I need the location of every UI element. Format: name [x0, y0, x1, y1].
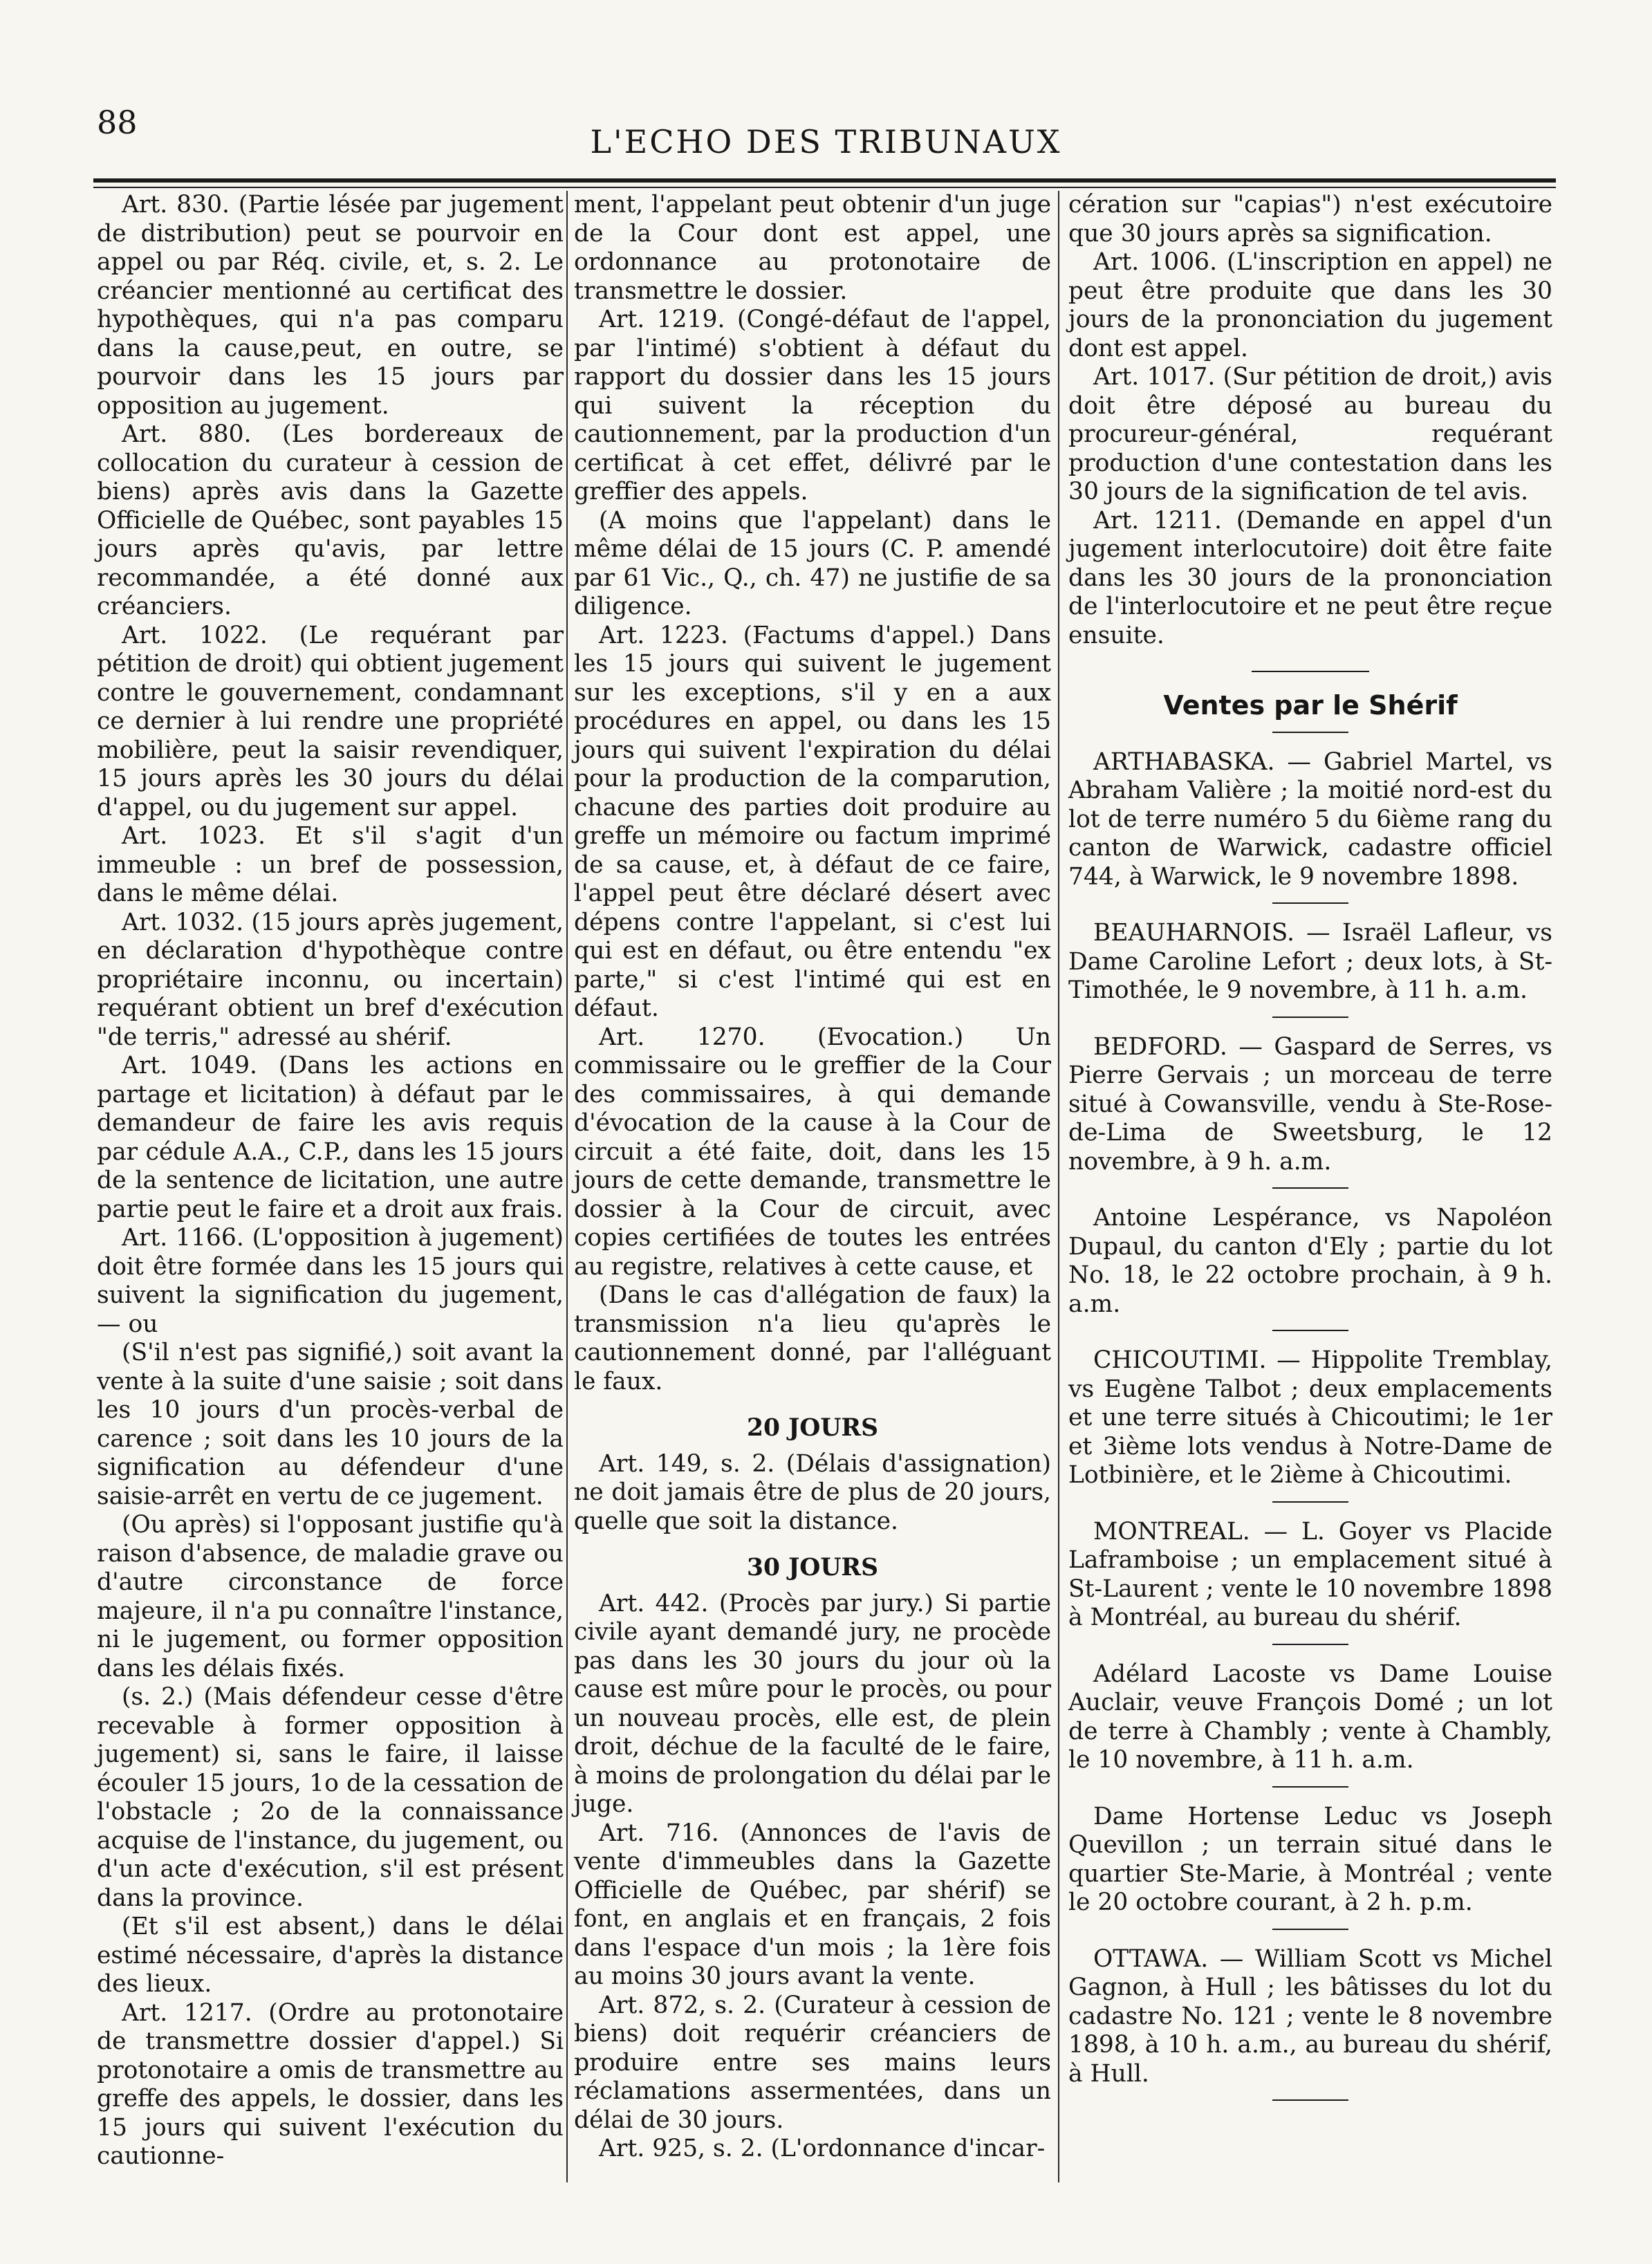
article-paragraph: (Et s'il est absent,) dans le délai estimé nécessaire, d'après la distance des lieux.	[97, 1913, 564, 1998]
header-rule-thin	[93, 187, 1556, 188]
separator-rule	[1272, 1187, 1348, 1189]
article-paragraph: Art. 925, s. 2. (L'ordonnance d'incar-	[599, 2135, 1046, 2162]
sale-listing: Antoine Lespérance, vs Napoléon Dupaul, du canton d'Ely ; partie du lot No. 18, le 22 octobre prochain, à 9 h. a.m.	[1068, 1204, 1552, 1318]
separator-rule	[1272, 1929, 1348, 1930]
sale-listing: BEAUHARNOIS. — Israël Lafleur, vs Dame Caroline Lefort ; deux lots, à St-Timothée, le 9 novembre, à 11 h. a.m.	[1068, 919, 1552, 1004]
sale-listing: ARTHABASKA. — Gabriel Martel, vs Abraham Valière ; la moitié nord-est du lot de terre numéro 5 du 6ième rang du canton de Warwick, cadastre officiel 744, à Warwick, le 9 novembre 1898.	[1068, 748, 1552, 891]
article-paragraph: (Dans le cas d'allégation de faux) la transmission n'a lieu qu'après le cautionnement donné, par l'alléguant le faux.	[574, 1281, 1051, 1395]
separator-rule	[1272, 732, 1348, 733]
header-rule-thick	[93, 178, 1556, 183]
article-paragraph: Art. 149, s. 2. (Délais d'assignation) ne doit jamais être de plus de 20 jours, quelle que soit la distance.	[574, 1449, 1051, 1535]
article-paragraph: Art. 1006. (L'inscription en appel) ne peut être produite que dans les 30 jours de la prononciation du jugement dont est appel.	[1068, 248, 1552, 362]
article-paragraph: Art. 830. (Partie lésée par jugement de distribution) peut se pourvoir en appel ou par Réq. civile, et, s. 2. Le créancier mentionné au certificat des hypothèques, qui n'a pas comparu dans la cause,peut, en outre, se pourvoir dans les 15 jours par opposition au jugement.	[97, 191, 564, 420]
separator-rule	[1272, 1330, 1348, 1331]
sale-listing: Adélard Lacoste vs Dame Louise Auclair, veuve François Domé ; un lot de terre à Chambly ; vente à Chambly, le 10 novembre, à 11 h. a.m.	[1068, 1660, 1552, 1774]
article-paragraph: Art. 1211. (Demande en appel d'un jugement interlocutoire) doit être faite dans les 30 jours de la prononciation de l'interlocutoire et ne peut être reçue ensuite.	[1068, 506, 1552, 649]
article-paragraph: Art. 1223. (Factums d'appel.) Dans les 15 jours qui suivent le jugement sur les exceptions, s'il y en a aux procédures en appel, ou dans les 15 jours qui suivent l'expiration du délai pour la production de la comparution, chacune des parties doit produire au greffe un mémoire ou factum imprimé de sa cause, et, à défaut de ce faire, l'appel peut être déclaré désert avec dépens contre l'appelant, si c'est lui qui est en défaut, ou être entendu "ex parte," si c'est l'intimé qui est en défaut.	[574, 621, 1051, 1022]
continued-paragraph: ment, l'appelant peut obtenir d'un juge de la Cour dont est appel, une ordonnance au protonotaire de transmettre le dossier.	[574, 191, 1051, 305]
separator-rule	[1272, 2099, 1348, 2101]
article-paragraph: Art. 716. (Annonces de l'avis de vente d'immeubles dans la Gazette Officielle de Québec, par shérif) se font, en anglais et en français, 2 fois dans l'espace d'un mois ; la 1ère fois au moins 30 jours avant la vente.	[574, 1819, 1051, 1990]
article-paragraph: Art. 1270. (Evocation.) Un commissaire ou le greffier de la Cour des commissaires, à qui demande d'évocation de la cause à la Cour de circuit a été faite, doit, dans les 15 jours de cette demande, transmettre le dossier à la Cour de circuit, avec copies certifiées de toutes les entrées au registre, relatives à cette cause, et	[574, 1023, 1051, 1281]
section-title-ventes: Ventes par le Shérif	[1163, 690, 1458, 721]
column-divider-2	[1058, 191, 1059, 2182]
sale-listing: CHICOUTIMI. — Hippolite Tremblay, vs Eugène Talbot ; deux emplacements et une terre situés à Chicoutimi; le 1er et 3ième lots vendus à Notre-Dame de Lotbinière, et le 2ième à Chicoutimi.	[1068, 1346, 1552, 1489]
heading-20-jours: 20 JOURS	[746, 1414, 879, 1442]
article-paragraph: Art. 442. (Procès par jury.) Si partie civile ayant demandé jury, ne procède pas dans les 30 jours du jour où la cause est mûre pour le procès, ou pour un nouveau procès, elle est, de plein droit, déchue de la faculté de le faire, à moins de prolongation du délai par le juge.	[574, 1589, 1051, 1818]
article-paragraph: Art. 872, s. 2. (Curateur à cession de biens) doit requérir créanciers de produire entre ses mains leurs réclamations assermentées, dans un délai de 30 jours.	[574, 1991, 1051, 2134]
article-paragraph: Art. 1049. (Dans les actions en partage et licitation) à défaut par le demandeur de faire les avis requis par cédule A.A., C.P., dans les 15 jours de la sentence de licitation, une autre partie peut le faire et a droit aux frais.	[97, 1052, 564, 1223]
article-paragraph: Art. 1219. (Congé-défaut de l'appel, par l'intimé) s'obtient à défaut du rapport du dossier dans les 15 jours qui suivent la réception du cautionnement, par la production d'un certificat à cet effet, délivré par le greffier des appels.	[574, 306, 1051, 505]
separator-rule	[1272, 1786, 1348, 1788]
article-paragraph: (A moins que l'appelant) dans le même délai de 15 jours (C. P. amendé par 61 Vic., Q., ch. 47) ne justifie de sa diligence.	[574, 506, 1051, 620]
article-paragraph: Art. 1017. (Sur pétition de droit,) avis doit être déposé au bureau du procureur-général, requérant production d'une contestation dans les 30 jours de la signification de tel avis.	[1068, 363, 1552, 505]
sale-listing: Dame Hortense Leduc vs Joseph Quevillon ; un terrain situé dans le quartier Ste-Marie, à Montréal ; vente le 20 octobre courant, à 2 h. p.m.	[1068, 1802, 1552, 1916]
sale-listing: BEDFORD. — Gaspard de Serres, vs Pierre Gervais ; un morceau de terre situé à Cowansville, vendu à Ste-Rose-de-Lima de Sweetsburg, le 12 novembre, à 9 h. a.m.	[1068, 1032, 1552, 1176]
running-title: L'ECHO DES TRIBUNAUX	[590, 123, 1062, 160]
sale-listing: OTTAWA. — William Scott vs Michel Gagnon, à Hull ; les bâtisses du lot du cadastre No. 121 ; vente le 8 novembre 1898, à 10 h. a.m., au bureau du shérif, à Hull.	[1068, 1945, 1552, 2088]
page-number: 88	[97, 104, 138, 141]
article-paragraph: (Ou après) si l'opposant justifie qu'à raison d'absence, de maladie grave ou d'autre circonstance de force majeure, il n'a pu connaître l'instance, ni le jugement, ou former opposition dans les délais fixés.	[97, 1511, 564, 1682]
article-paragraph: Art. 1032. (15 jours après jugement, en déclaration d'hypothèque contre propriétaire inconnu, ou incertain) requérant obtient un bref d'exécution "de terris," adressé au shérif.	[97, 908, 564, 1051]
column-divider-1	[566, 191, 568, 2182]
article-paragraph: Art. 1217. (Ordre au protonotaire de transmettre dossier d'appel.) Si protonotaire a omis de transmettre au greffe des appels, le dossier, dans les 15 jours qui suivent l'exécution du cautionne-	[97, 1998, 564, 2170]
column-3	[1068, 191, 1552, 2116]
heading-30-jours: 30 JOURS	[746, 1554, 879, 1581]
column-1	[97, 191, 564, 2171]
separator-rule	[1272, 1501, 1348, 1503]
column-2	[574, 191, 1051, 2164]
article-paragraph: Art. 1166. (L'opposition à jugement) doit être formée dans les 15 jours qui suivent la signification du jugement, — ou	[97, 1224, 564, 1338]
ornamental-separator	[1252, 671, 1369, 672]
separator-rule	[1272, 1644, 1348, 1645]
continued-paragraph: cération sur "capias") n'est exécutoire que 30 jours après sa signification.	[1068, 191, 1552, 248]
separator-rule	[1272, 902, 1348, 904]
sale-listing: MONTREAL. — L. Goyer vs Placide Laframboise ; un emplacement situé à St-Laurent ; vente le 10 novembre 1898 à Montréal, au bureau du shérif.	[1068, 1517, 1552, 1631]
article-paragraph: (s. 2.) (Mais défendeur cesse d'être recevable à former opposition à jugement) si, sans le faire, il laisse écouler 15 jours, 1o de la cessation de l'obstacle ; 2o de la connaissance acquise de l'instance, du jugement, ou d'un acte d'exécution, s'il est présent dans la province.	[97, 1683, 564, 1912]
article-paragraph: Art. 1023. Et s'il s'agit d'un immeuble : un bref de possession, dans le même délai.	[97, 822, 564, 907]
article-paragraph: Art. 880. (Les bordereaux de collocation du curateur à cession de biens) après avis dans la Gazette Officielle de Québec, sont payables 15 jours après qu'avis, par lettre recommandée, a été donné aux créanciers.	[97, 420, 564, 620]
separator-rule	[1272, 1017, 1348, 1018]
article-paragraph: (S'il n'est pas signifié,) soit avant la vente à la suite d'une saisie ; soit dans les 10 jours d'un procès-verbal de carence ; soit dans les 10 jours de la signification au défendeur d'une saisie-arrêt en vertu de ce jugement.	[97, 1339, 564, 1510]
article-paragraph: Art. 1022. (Le requérant par pétition de droit) qui obtient jugement contre le gouvernement, condamnant ce dernier à lui rendre une propriété mobilière, peut la saisir revendiquer, 15 jours après les 30 jours du délai d'appel, ou du jugement sur appel.	[97, 621, 564, 822]
